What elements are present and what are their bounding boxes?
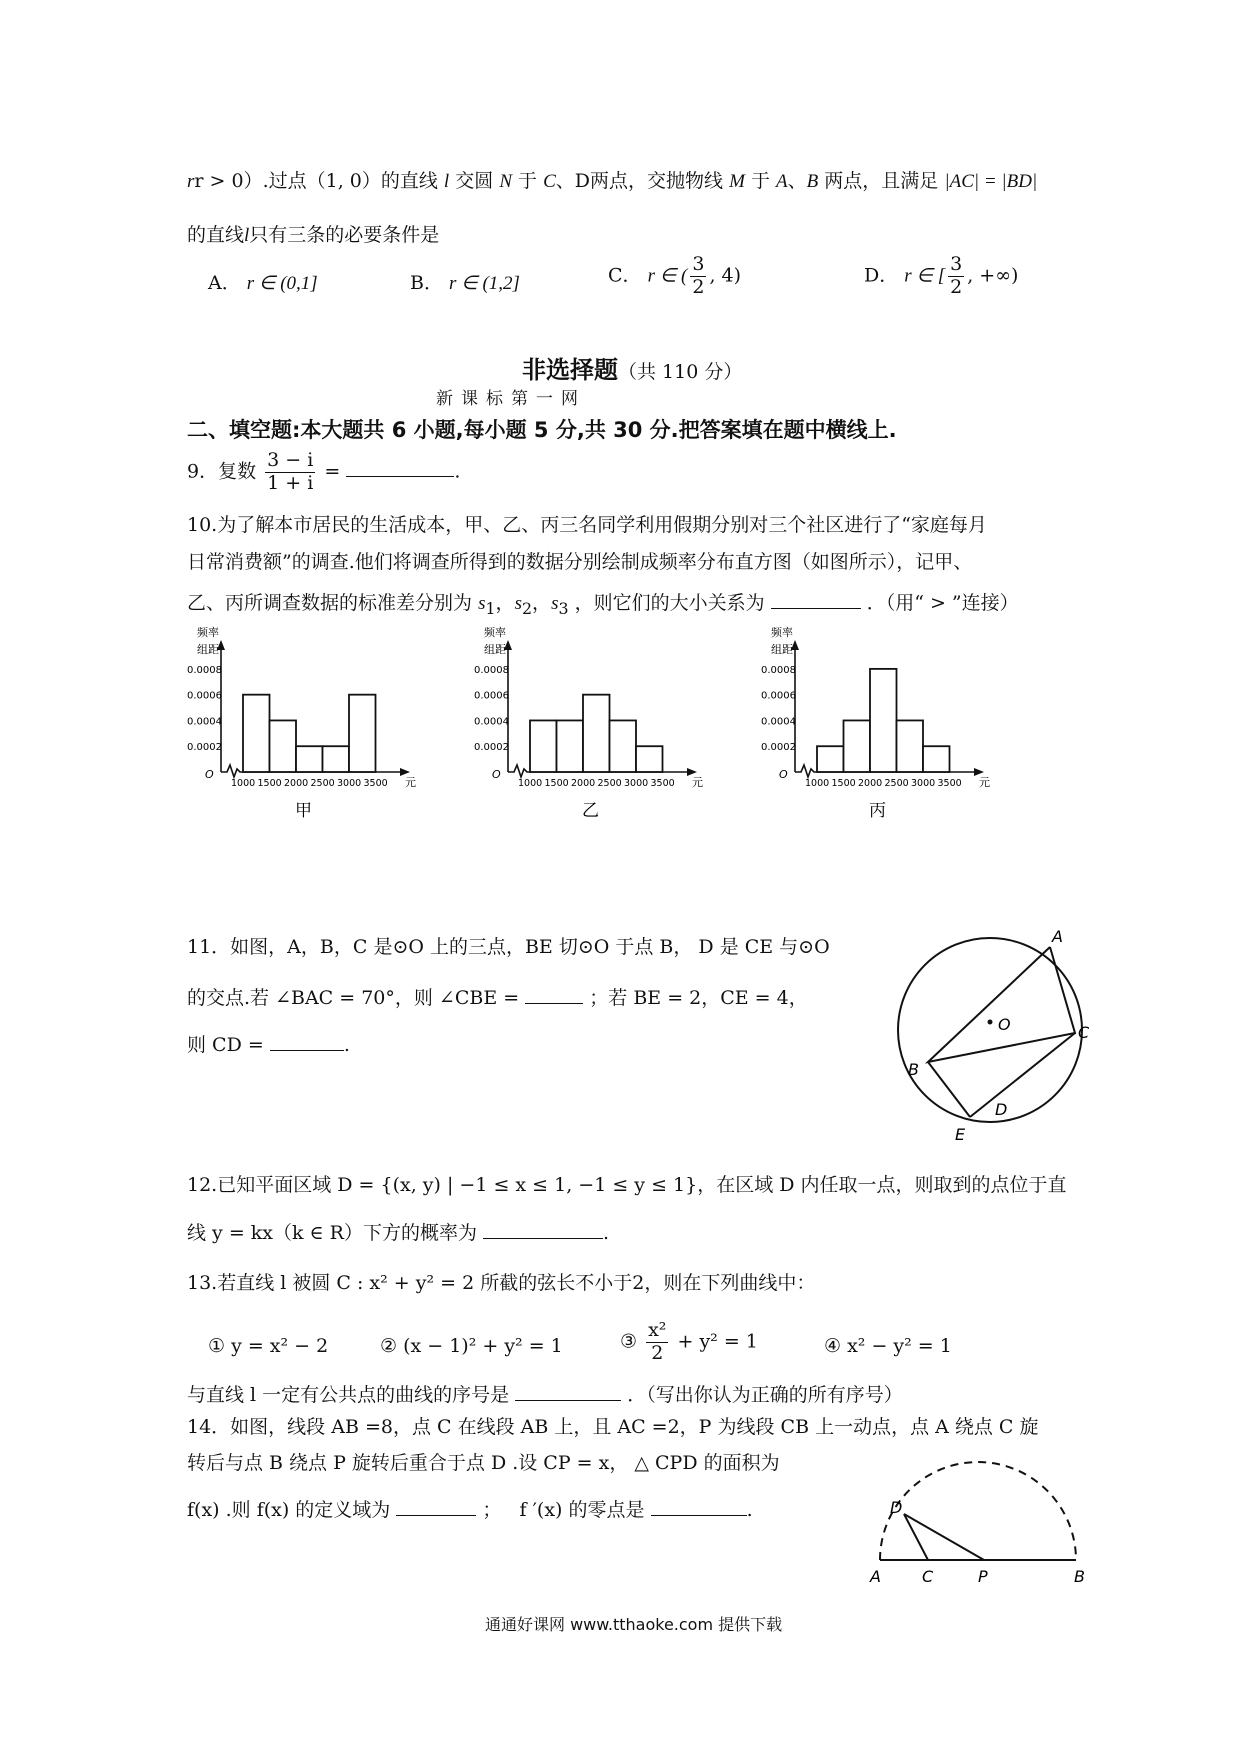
origin-label: O <box>205 768 214 781</box>
x-tick-label: 3500 <box>937 778 962 789</box>
x-axis-label: 元 <box>405 776 416 789</box>
x-tick-label: 2500 <box>310 778 335 789</box>
tangent-be <box>928 1062 970 1117</box>
x-tick-label: 1500 <box>831 778 856 789</box>
x-axis-arrow <box>687 768 697 776</box>
section-title: 非选择题（共 110 分） <box>522 356 743 384</box>
y-axis-label-bottom: 组距 <box>484 643 506 656</box>
center-o <box>988 1020 993 1025</box>
q8-line2: 的直线l只有三条的必要条件是 <box>187 224 440 246</box>
histogram-bar <box>923 746 950 772</box>
y-tick-label: 0.0002 <box>474 742 509 754</box>
q13-answer-blank[interactable] <box>515 1382 621 1401</box>
x-tick-label: 2500 <box>884 778 909 789</box>
q10-line2: 日常消费额”的调查.他们将调查所得到的数据分别绘制成频率分布直方图（如图所示），记甲、 <box>187 551 973 573</box>
histogram-caption: 乙 <box>582 801 599 821</box>
y-axis-label-top: 频率 <box>771 626 793 639</box>
watermark: 新课标第一网 <box>436 389 586 409</box>
label-a: A <box>870 1567 881 1586</box>
histogram-group <box>185 626 1055 920</box>
label-b: B <box>1074 1567 1085 1586</box>
x-tick-label: 1000 <box>518 778 543 789</box>
q14-line2: 转后与点 B 绕点 P 旋转后重合于点 D .设 CP = x， △ CPD 的面积为 <box>187 1452 780 1474</box>
y-tick-label: 0.0006 <box>187 690 222 702</box>
histogram-caption: 甲 <box>295 801 312 821</box>
q10-answer-blank[interactable] <box>771 590 861 609</box>
y-tick-label: 0.0004 <box>474 716 509 728</box>
label-o: O <box>998 1015 1011 1034</box>
histogram-2 <box>474 625 703 821</box>
histogram-1 <box>187 625 416 821</box>
y-tick-label: 0.0008 <box>474 664 509 676</box>
y-tick-label: 0.0006 <box>474 690 509 702</box>
q13-opt1: ① y = x² − 2 <box>208 1335 329 1357</box>
q8-option-c: C． r ∈ ( $\frac{3}{2}$ , 4) <box>608 253 742 298</box>
q13-opt3: ③ $\frac{\text{x²}}{2}$ + y² = 1 <box>620 1319 758 1364</box>
histogram-3 <box>761 625 990 821</box>
q11-circle-figure <box>890 927 1120 1155</box>
label-p: P <box>978 1567 988 1586</box>
q13-line3: 与直线 l 一定有公共点的曲线的序号是 ．（写出你认为正确的所有序号） <box>187 1384 903 1406</box>
x-tick-label: 3500 <box>363 778 388 789</box>
q11-answer-blank-2[interactable] <box>270 1032 344 1051</box>
x-tick-label: 3500 <box>650 778 675 789</box>
label-c: C <box>1078 1023 1090 1042</box>
x-tick-label: 1000 <box>805 778 830 789</box>
histogram-bar <box>897 720 924 772</box>
q11-answer-blank-1[interactable] <box>525 985 583 1004</box>
histogram-bar <box>270 720 297 772</box>
q8-option-a: A． r ∈ (0,1] <box>208 272 318 294</box>
q14-semicircle-figure <box>860 1460 1100 1590</box>
q12-line1: 12.已知平面区域 D = {(x, y) | −1 ≤ x ≤ 1, −1 ≤ y ≤ 1}，在区域 D 内任取一点，则取到的点位于直 <box>187 1174 1067 1196</box>
q11-line3: 则 CD = . <box>187 1034 350 1056</box>
x-tick-label: 2000 <box>571 778 596 789</box>
histogram-bar <box>870 669 897 772</box>
y-tick-label: 0.0004 <box>187 716 222 728</box>
label-d: D <box>890 1498 903 1517</box>
q10-line3: 乙、丙所调查数据的标准差分别为 $s_1$，$s_2$，$s_3$ ，则它们的大小关系为 ．（用“ > ”连接） <box>187 592 1019 618</box>
q13-opt2: ② (x − 1)² + y² = 1 <box>380 1335 563 1357</box>
label-c: C <box>922 1567 934 1586</box>
x-axis-label: 元 <box>692 776 703 789</box>
q9-answer-blank[interactable] <box>346 458 454 477</box>
histogram-bar <box>243 695 270 772</box>
footer-text: 通通好课网 www.tthaoke.com 提供下载 <box>485 1615 783 1634</box>
y-tick-label: 0.0002 <box>187 742 222 754</box>
q9: 9．复数 $\frac{3 - i}{1 + i}$ = . <box>187 449 461 494</box>
y-axis-label-bottom: 组距 <box>771 643 793 656</box>
histogram-bar <box>610 720 637 772</box>
y-axis-label-top: 频率 <box>197 626 219 639</box>
x-axis-arrow <box>974 768 984 776</box>
histogram-bar <box>349 695 376 772</box>
q11-line1: 11．如图，A，B，C 是⊙O 上的三点，BE 切⊙O 于点 B， D 是 CE 与⊙O <box>187 936 830 958</box>
x-tick-label: 2000 <box>858 778 883 789</box>
x-tick-label: 1000 <box>231 778 256 789</box>
q8-option-b: B． r ∈ (1,2] <box>410 272 520 294</box>
section-heading: 二、填空题:本大题共 6 小题,每小题 5 分,共 30 分.把答案填在题中横线上. <box>187 418 897 442</box>
q14-line1: 14．如图，线段 AB =8，点 C 在线段 AB 上，且 AC =2，P 为线段 CB 上一动点，点 A 绕点 C 旋 <box>187 1416 1039 1438</box>
label-a: A <box>1052 927 1063 946</box>
x-axis-label: 元 <box>979 776 990 789</box>
y-tick-label: 0.0008 <box>187 664 222 676</box>
x-tick-label: 2000 <box>284 778 309 789</box>
x-tick-label: 2500 <box>597 778 622 789</box>
label-e: E <box>955 1125 966 1144</box>
q13-line1: 13.若直线 l 被圆 C : x² + y² = 2 所截的弦长不小于2，则在下列曲线中： <box>187 1272 816 1294</box>
q12-answer-blank[interactable] <box>483 1220 603 1239</box>
dashed-arc <box>880 1462 1076 1560</box>
y-axis-label-top: 频率 <box>484 626 506 639</box>
histogram-bar <box>296 746 323 772</box>
y-tick-label: 0.0006 <box>761 690 796 702</box>
q10-line1: 10.为了解本市居民的生活成本，甲、乙、丙三名同学利用假期分别对三个社区进行了“家庭每月 <box>187 514 987 536</box>
y-tick-label: 0.0004 <box>761 716 796 728</box>
histogram-bar <box>557 720 584 772</box>
histogram-caption: 丙 <box>869 801 886 821</box>
y-axis-label-bottom: 组距 <box>197 643 219 656</box>
y-tick-label: 0.0002 <box>761 742 796 754</box>
label-d: D <box>995 1100 1008 1119</box>
origin-label: O <box>492 768 501 781</box>
histogram-bar <box>636 746 663 772</box>
histogram-bar <box>583 695 610 772</box>
q11-line2: 的交点.若 ∠BAC = 70°，则 ∠CBE = ；若 BE = 2，CE = 4， <box>187 987 808 1009</box>
q12-line2: 线 y = kx（k ∈ R）下方的概率为 . <box>187 1222 610 1244</box>
secant-ec <box>970 1033 1075 1117</box>
histogram-bar <box>530 720 557 772</box>
origin-label: O <box>779 768 788 781</box>
histogram-bar <box>844 720 871 772</box>
x-tick-label: 1500 <box>544 778 569 789</box>
q14-answer-blank-2[interactable] <box>651 1497 747 1516</box>
x-axis-arrow <box>400 768 410 776</box>
q14-line3: f(x) .则 f(x) 的定义域为 ； f ′(x) 的零点是 . <box>187 1499 753 1521</box>
histogram-bar <box>323 746 350 772</box>
q14-answer-blank-1[interactable] <box>396 1497 476 1516</box>
x-tick-label: 3000 <box>911 778 936 789</box>
label-b: B <box>908 1060 919 1079</box>
x-tick-label: 3000 <box>624 778 649 789</box>
histogram-bar <box>817 746 844 772</box>
q13-opt4: ④ x² − y² = 1 <box>824 1335 952 1357</box>
x-tick-label: 3000 <box>337 778 362 789</box>
y-tick-label: 0.0008 <box>761 664 796 676</box>
q8-option-d: D． r ∈ [ $\frac{3}{2}$ , +∞) <box>864 253 1019 298</box>
q8-line1: rr > 0）.过点（1, 0）的直线 l 交圆 N 于 C、D两点，交抛物线 M 于 A、B 两点，且满足 |AC| = |BD| <box>187 170 1038 192</box>
x-tick-label: 1500 <box>257 778 282 789</box>
